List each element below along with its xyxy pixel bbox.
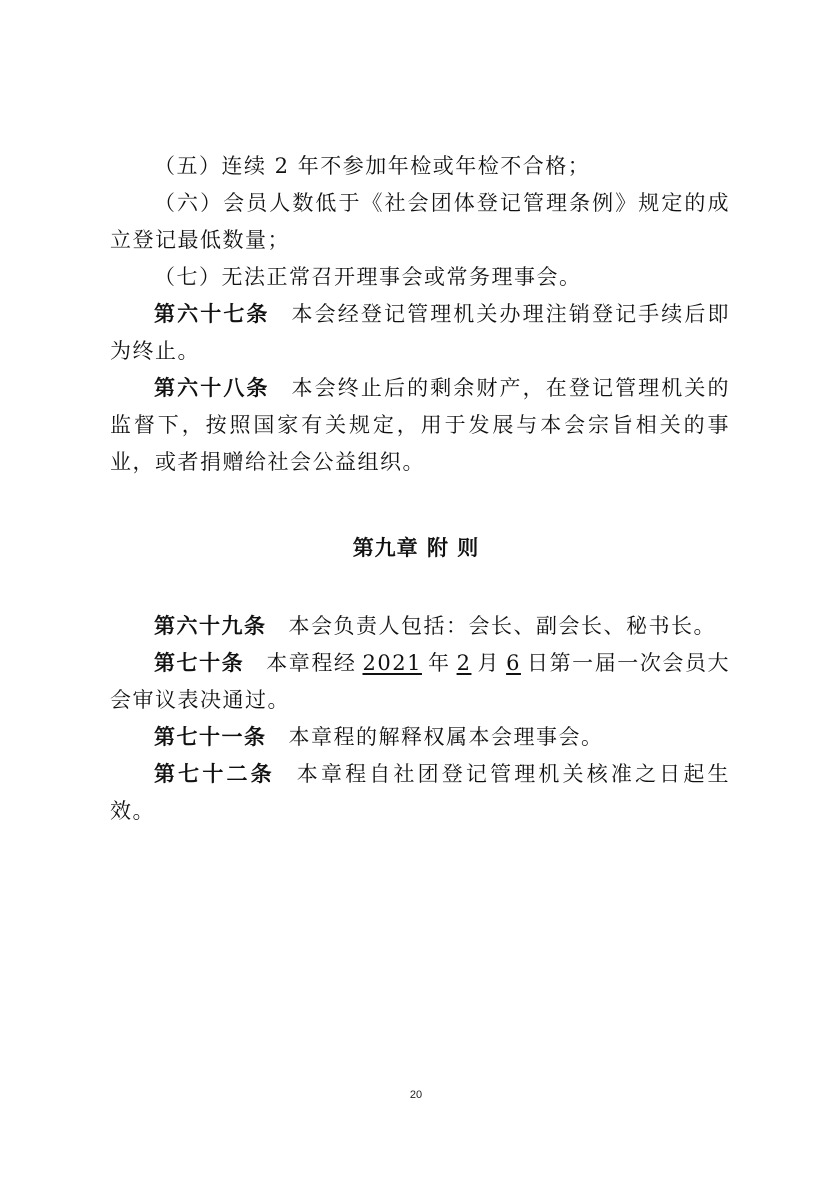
article-70-heading: 第七十条: [154, 651, 245, 675]
article-70-day: 6: [506, 651, 521, 675]
article-68: [110, 370, 730, 481]
article-67: [110, 296, 730, 370]
articles-section-bottom: [110, 608, 730, 830]
article-72-body: 本章程自社团登记管理机关核准之日起生效。: [110, 762, 730, 823]
article-67-body: 本会经登记管理机关办理注销登记手续后即为终止。: [110, 302, 731, 363]
article-71-heading: 第七十一条: [154, 725, 267, 749]
chapter-title: 第九章 附 则: [352, 536, 480, 560]
item-7: （七）无法正常召开理事会或常务理事会。: [154, 265, 582, 289]
articles-section-top: [110, 148, 730, 481]
article-70-month: 2: [456, 651, 472, 675]
article-71: [110, 719, 730, 756]
article-72-heading: 第七十二条: [154, 762, 275, 786]
article-71-body: 本章程的解释权属本会理事会。: [288, 725, 604, 749]
article-67-heading: 第六十七条: [154, 302, 270, 326]
item-5: （五）连续 2 年不参加年检或年检不合格；: [154, 154, 591, 178]
article-70-suffix: 日第一届一次会员大会审议表决通过。: [110, 651, 731, 712]
article-69-body: 本会负责人包括：会长、副会长、秘书长。: [288, 614, 716, 638]
article-70-prefix: 本章程经: [266, 651, 357, 675]
item-6: （六）会员人数低于《社会团体登记管理条例》规定的成立登记最低数量；: [110, 191, 730, 252]
article-72: [110, 756, 730, 830]
article-70-year-unit: 年: [427, 651, 451, 675]
article-70: [110, 645, 730, 719]
article-69-heading: 第六十九条: [154, 614, 267, 638]
article-70-month-unit: 月: [477, 651, 501, 675]
page-number: 20: [409, 1089, 423, 1101]
article-70-year: 2021: [362, 651, 422, 675]
article-69: [110, 608, 730, 645]
article-68-body: 本会终止后的剩余财产，在登记管理机关的监督下，按照国家有关规定，用于发展与本会宗旨相关的事业，或者捐赠给社会公益组织。: [110, 376, 731, 474]
article-68-heading: 第六十八条: [154, 376, 270, 400]
